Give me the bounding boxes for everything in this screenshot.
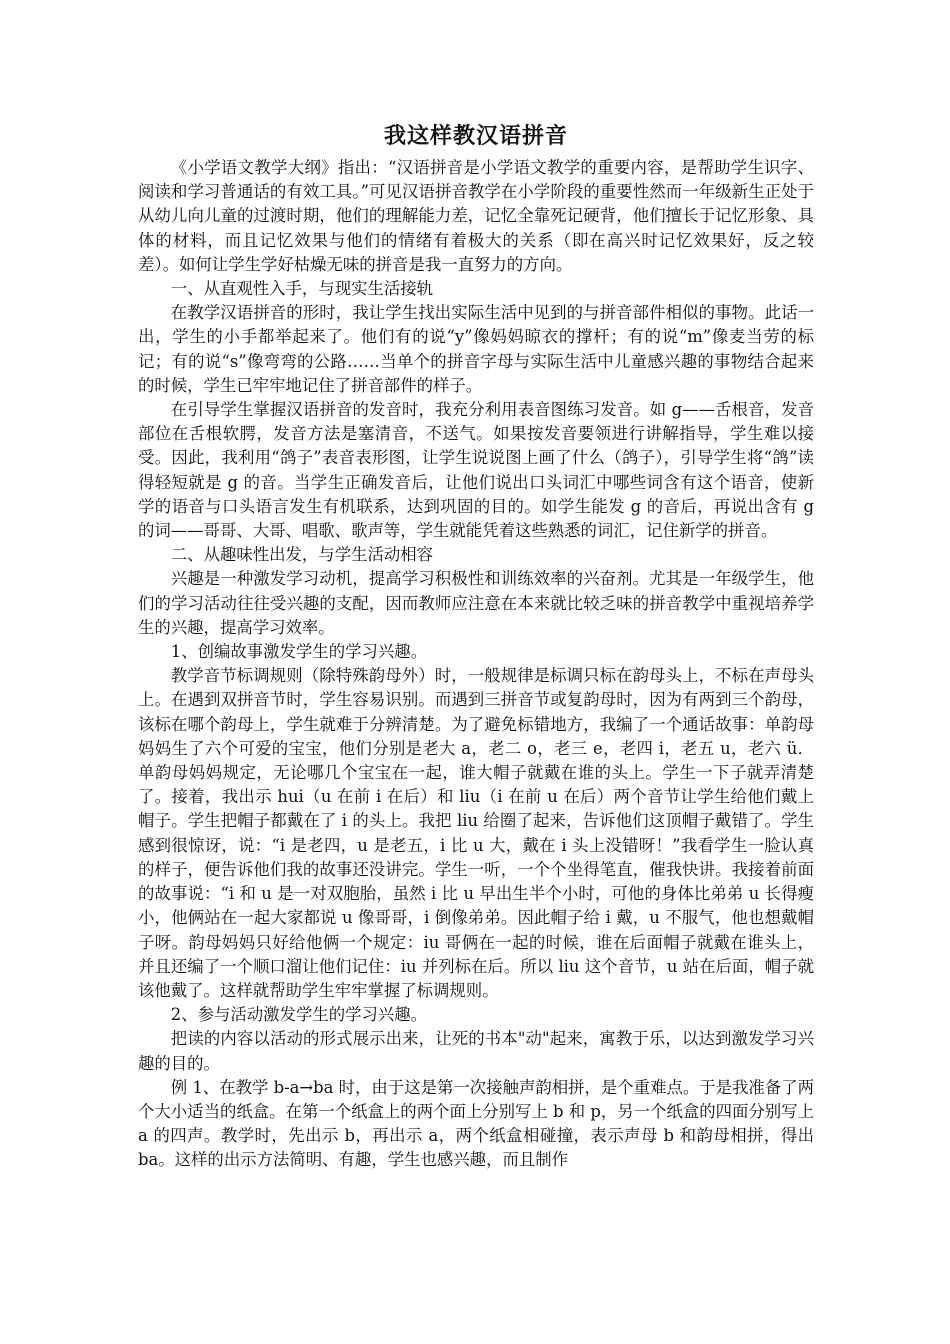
intro-paragraph: 《小学语文教学大纲》指出：“汉语拼音是小学语文教学的重要内容，是帮助学生识字、阅读和学习普通话的有效工具。”可见汉语拼音教学在小学阶段的重要性然而一年级新生正处于从幼儿向儿童的过渡时期，他们的理解能力差，记忆全靠死记硬背，他们擅长于记忆形象、具体的材料，而且记忆效果与他们的情绪有着极大的关系（即在高兴时记忆效果好，反之较差）。如何让学生学好枯燥无味的拼音是我一直努力的方向。 [138,158,814,274]
document-title: 我这样教汉语拼音 [383,124,568,149]
subsection-heading-1: 1、创编故事激发学生的学习兴趣。 [170,642,428,662]
body-paragraph: 在引导学生掌握汉语拼音的发音时，我充分利用表音图练习发音。如 g——舌根音，发音部位在舌根软腭，发音方法是塞清音，不送气。如果按发音要领进行讲解指导，学生难以接受。因此，我利用“鸽子”表音表形图，让学生说说图上画了什么（鸽子），引导学生将“鸽”读得轻短就是 g 的音。当学生正确发音后，让他们说出口头词汇中哪些词含有这个语音，使新学的语音与口头语言发生有机联系，达到巩固的目的。如学生能发 g 的音后，再说出含有 g 的词——哥哥、大哥、唱歌、歌声等，学生就能凭着这些熟悉的词汇，记住新学的拼音。 [138,400,814,541]
body-paragraph: 教学音节标调规则（除特殊韵母外）时，一般规律是标调只标在韵母头上，不标在声母头上。在遇到双拼音节时，学生容易识别。而遇到三拼音节或复韵母时，因为有两到三个韵母，该标在哪个韵母上，学生就难于分辨清楚。为了避免标错地方，我编了一个通话故事：单韵母妈妈生了六个可爱的宝宝，他们分别是老大 a，老二 o，老三 e，老四 i，老五 u，老六 ü．单韵母妈妈规定，无论哪几个宝宝在一起，谁大帽子就戴在谁的头上。学生一下子就弄清楚了。接着，我出示 hui（u 在前 i 在后）和 liu（i 在前 u 在后）两个音节让学生给他们戴上帽子。学生把帽子都戴在了 i 的头上。我把 liu 给圈了起来，告诉他们这顶帽子戴错了。学生感到很惊讶，说：“i 是老四，u 是老五，i 比 u 大，戴在 i 头上没错呀！”我看学生一脸认真的样子，便告诉他们我的故事还没讲完。学生一听，一个个坐得笔直，催我快讲。我接着前面的故事说：“i 和 u 是一对双胞胎，虽然 i 比 u 早出生半个小时，可他的身体比弟弟 u 长得瘦小，他俩站在一起大家都说 u 像哥哥，i 倒像弟弟。因此帽子给 i 戴，u 不服气，他也想戴帽子呀。韵母妈妈只好给他俩一个规定：iu 哥俩在一起的时候，谁在后面帽子就戴在谁头上，并且还编了一个顺口溜让他们记住：iu 并列标在后。所以 liu 这个音节，u 站在后面，帽子就该他戴了。这样就帮助学生牢牢掌握了标调规则。 [138,666,814,1000]
body-paragraph: 在教学汉语拼音的形时，我让学生找出实际生活中见到的与拼音部件相似的事物。此话一出，学生的小手都举起来了。他们有的说“y”像妈妈晾衣的撑杆；有的说“m”像麦当劳的标记；有的说“s”像弯弯的公路……当单个的拼音字母与实际生活中儿童感兴趣的事物结合起来的时候，学生已牢牢地记住了拼音部件的样子。 [138,303,814,395]
section-heading-2: 二、从趣味性出发，与学生活动相容 [170,545,434,565]
body-paragraph: 兴趣是一种激发学习动机，提高学习积极性和训练效率的兴奋剂。尤其是一年级学生，他们的学习活动往往受兴趣的支配，因而教师应注意在本来就比较乏味的拼音教学中重视培养学生的兴趣，提高学习效率。 [138,569,814,637]
document-page [138,122,814,1173]
section-heading-1: 一、从直观性入手，与现实生活接轨 [170,279,434,299]
body-paragraph: 例 1、在教学 b-a→ba 时，由于这是第一次接触声韵相拼，是个重难点。于是我准备了两个大小适当的纸盒。在第一个纸盒上的两个面上分别写上 b 和 p，另一个纸盒的四面分别写上 a 的四声。教学时，先出示 b，再出示 a，两个纸盒相碰撞，表示声母 b 和韵母相拼，得出 ba。这样的出示方法简明、有趣，学生也感兴趣，而且制作 [138,1077,814,1170]
subsection-heading-2: 2、参与活动激发学生的学习兴趣。 [170,1005,428,1025]
body-paragraph: 把读的内容以活动的形式展示出来，让死的书本"动"起来，寓教于乐，以达到激发学习兴趣的目的。 [138,1029,814,1073]
